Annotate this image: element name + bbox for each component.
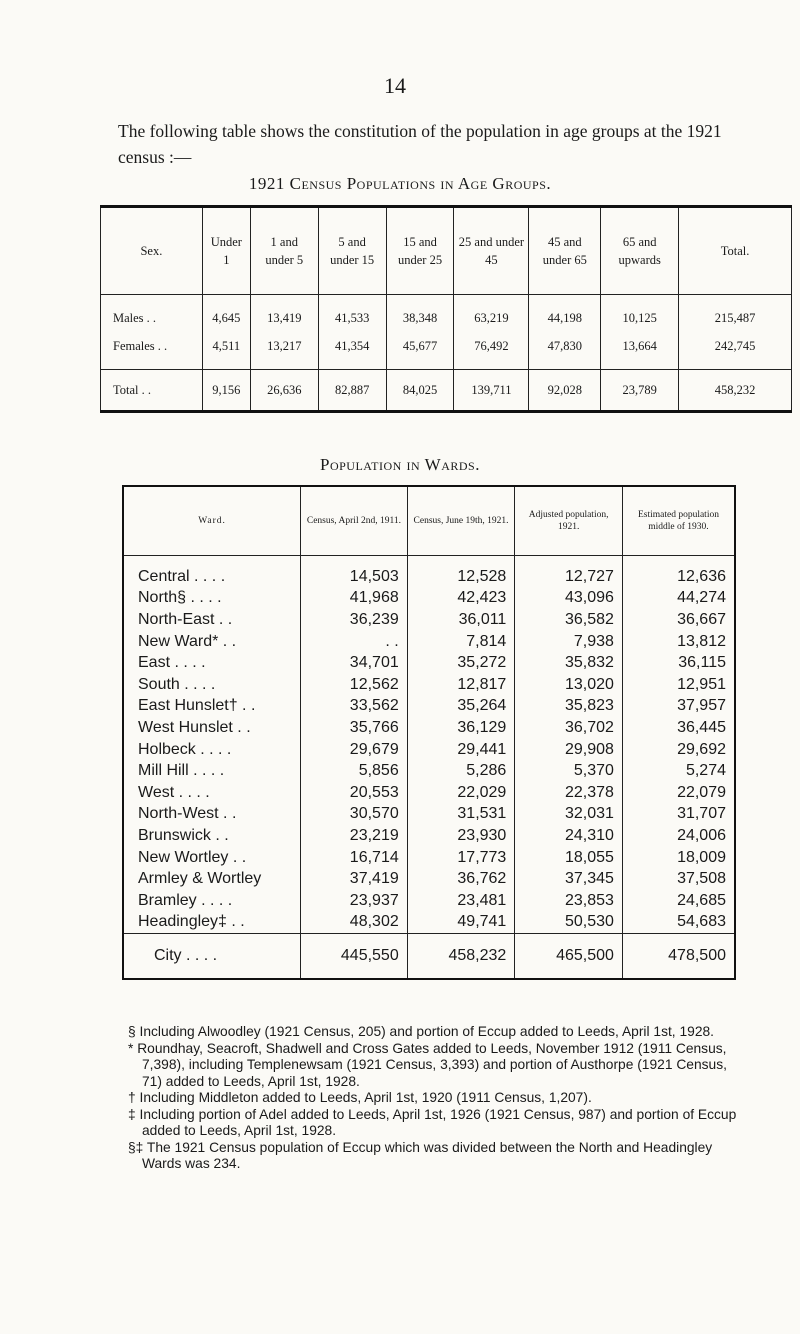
cell: 84,025 bbox=[386, 370, 454, 412]
cell: 23,930 bbox=[407, 825, 515, 847]
cell: 23,219 bbox=[301, 825, 408, 847]
cell: 13,812 bbox=[622, 631, 735, 653]
cell: 5,370 bbox=[515, 760, 623, 782]
ward-row bbox=[123, 631, 735, 653]
ward-row bbox=[123, 609, 735, 631]
ward-name: West Hunslet . . bbox=[123, 717, 301, 739]
page-number: 14 bbox=[384, 73, 406, 98]
cell: 36,011 bbox=[407, 609, 515, 631]
cell: 76,492 bbox=[454, 332, 529, 370]
cell: 12,562 bbox=[301, 674, 408, 696]
cell: 42,423 bbox=[407, 588, 515, 610]
cell: 36,115 bbox=[622, 652, 735, 674]
cell: 36,667 bbox=[622, 609, 735, 631]
cell: 31,531 bbox=[407, 804, 515, 826]
cell: 23,789 bbox=[601, 370, 679, 412]
cell: 18,055 bbox=[515, 847, 623, 869]
header-under-1: Under 1 bbox=[202, 207, 250, 295]
cell: 30,570 bbox=[301, 804, 408, 826]
footnotes bbox=[128, 1024, 748, 1173]
ward-population-table bbox=[122, 485, 736, 980]
cell: 13,020 bbox=[515, 674, 623, 696]
ward-name: Holbeck . . . . bbox=[123, 739, 301, 761]
cell: 24,006 bbox=[622, 825, 735, 847]
cell: 4,645 bbox=[202, 295, 250, 333]
ward-name: City . . . . bbox=[123, 934, 301, 980]
ward-row bbox=[123, 588, 735, 610]
cell: 12,951 bbox=[622, 674, 735, 696]
cell: 41,354 bbox=[318, 332, 386, 370]
age-table-title: 1921 Census Populations in Age Groups. bbox=[248, 174, 552, 193]
cell: 35,272 bbox=[407, 652, 515, 674]
cell: 41,533 bbox=[318, 295, 386, 333]
ward-row bbox=[123, 717, 735, 739]
cell: 20,553 bbox=[301, 782, 408, 804]
cell: 63,219 bbox=[454, 295, 529, 333]
header-total: Total. bbox=[679, 207, 792, 295]
cell: 29,692 bbox=[622, 739, 735, 761]
cell: 36,445 bbox=[622, 717, 735, 739]
cell: 36,702 bbox=[515, 717, 623, 739]
header-census-1921: Census, June 19th, 1921. bbox=[407, 486, 515, 556]
cell: 82,887 bbox=[318, 370, 386, 412]
row-label: Total . . bbox=[101, 370, 203, 412]
cell: 43,096 bbox=[515, 588, 623, 610]
age-table-header-row bbox=[101, 207, 792, 295]
cell: . . bbox=[301, 631, 408, 653]
header-45-to-65: 45 and under 65 bbox=[529, 207, 601, 295]
cell: 13,217 bbox=[250, 332, 318, 370]
cell: 31,707 bbox=[622, 804, 735, 826]
cell: 29,679 bbox=[301, 739, 408, 761]
cell: 36,239 bbox=[301, 609, 408, 631]
cell: 14,503 bbox=[301, 556, 408, 588]
cell: 10,125 bbox=[601, 295, 679, 333]
cell: 465,500 bbox=[515, 934, 623, 980]
cell: 35,766 bbox=[301, 717, 408, 739]
ward-row bbox=[123, 847, 735, 869]
ward-name: North-West . . bbox=[123, 804, 301, 826]
cell: 12,636 bbox=[622, 556, 735, 588]
header-15-to-25: 15 and under 25 bbox=[386, 207, 454, 295]
cell: 23,937 bbox=[301, 890, 408, 912]
header-adjusted-1921: Adjusted population, 1921. bbox=[515, 486, 623, 556]
cell: 41,968 bbox=[301, 588, 408, 610]
footnote: * Roundhay, Seacroft, Shadwell and Cross Gates added to Leeds, November 1912 (1911 Census, 7,398), including Templenewsam (1921 Census, 3,393) and portion of Austhorpe (1921 Census, 71) added to Leeds, April 1st, 1928. bbox=[128, 1040, 727, 1089]
ward-name: East Hunslet† . . bbox=[123, 696, 301, 718]
cell: 24,310 bbox=[515, 825, 623, 847]
footnote: ‡ Including portion of Adel added to Leeds, April 1st, 1926 (1921 Census, 987) and portion of Eccup added to Leeds, April 1st, 1928. bbox=[128, 1106, 737, 1138]
cell: 7,938 bbox=[515, 631, 623, 653]
cell: 37,419 bbox=[301, 868, 408, 890]
cell: 36,129 bbox=[407, 717, 515, 739]
cell: 92,028 bbox=[529, 370, 601, 412]
cell: 23,853 bbox=[515, 890, 623, 912]
cell: 35,832 bbox=[515, 652, 623, 674]
cell: 13,664 bbox=[601, 332, 679, 370]
age-row-females bbox=[101, 332, 792, 370]
cell: 29,908 bbox=[515, 739, 623, 761]
ward-row bbox=[123, 868, 735, 890]
cell: 445,550 bbox=[301, 934, 408, 980]
header-ward: Ward. bbox=[123, 486, 301, 556]
cell: 37,508 bbox=[622, 868, 735, 890]
cell: 38,348 bbox=[386, 295, 454, 333]
ward-name: Bramley . . . . bbox=[123, 890, 301, 912]
intro-text: The following table shows the constitution of the population in age groups at the 1921 census :— bbox=[118, 121, 722, 167]
ward-name: North§ . . . . bbox=[123, 588, 301, 610]
cell: 4,511 bbox=[202, 332, 250, 370]
cell: 5,274 bbox=[622, 760, 735, 782]
ward-row bbox=[123, 760, 735, 782]
ward-name: Mill Hill . . . . bbox=[123, 760, 301, 782]
cell: 215,487 bbox=[679, 295, 792, 333]
cell: 29,441 bbox=[407, 739, 515, 761]
ward-name: East . . . . bbox=[123, 652, 301, 674]
cell: 24,685 bbox=[622, 890, 735, 912]
footnote: §‡ The 1921 Census population of Eccup which was divided between the North and Headingley Wards was 234. bbox=[128, 1139, 713, 1171]
cell: 17,773 bbox=[407, 847, 515, 869]
cell: 478,500 bbox=[622, 934, 735, 980]
cell: 12,817 bbox=[407, 674, 515, 696]
cell: 22,378 bbox=[515, 782, 623, 804]
header-estimated-1930: Estimated population middle of 1930. bbox=[622, 486, 735, 556]
cell: 44,274 bbox=[622, 588, 735, 610]
ward-row bbox=[123, 782, 735, 804]
ward-name: West . . . . bbox=[123, 782, 301, 804]
ward-name: New Ward* . . bbox=[123, 631, 301, 653]
cell: 49,741 bbox=[407, 912, 515, 934]
cell: 458,232 bbox=[679, 370, 792, 412]
ward-name: South . . . . bbox=[123, 674, 301, 696]
ward-row bbox=[123, 696, 735, 718]
cell: 36,762 bbox=[407, 868, 515, 890]
cell: 22,079 bbox=[622, 782, 735, 804]
ward-name: Central . . . . bbox=[123, 556, 301, 588]
header-5-to-15: 5 and under 15 bbox=[318, 207, 386, 295]
ward-row bbox=[123, 739, 735, 761]
ward-name: Headingley‡ . . bbox=[123, 912, 301, 934]
ward-row bbox=[123, 674, 735, 696]
cell: 26,636 bbox=[250, 370, 318, 412]
header-1-to-5: 1 and under 5 bbox=[250, 207, 318, 295]
ward-row bbox=[123, 804, 735, 826]
ward-name: New Wortley . . bbox=[123, 847, 301, 869]
ward-row bbox=[123, 890, 735, 912]
cell: 36,582 bbox=[515, 609, 623, 631]
header-sex: Sex. bbox=[101, 207, 203, 295]
cell: 35,264 bbox=[407, 696, 515, 718]
cell: 242,745 bbox=[679, 332, 792, 370]
cell: 34,701 bbox=[301, 652, 408, 674]
age-row-total bbox=[101, 370, 792, 412]
cell: 22,029 bbox=[407, 782, 515, 804]
cell: 45,677 bbox=[386, 332, 454, 370]
row-label: Females . . bbox=[101, 332, 203, 370]
cell: 47,830 bbox=[529, 332, 601, 370]
footnote: † Including Middleton added to Leeds, April 1st, 1920 (1911 Census, 1,207). bbox=[128, 1090, 592, 1105]
ward-row-city-total bbox=[123, 934, 735, 980]
cell: 44,198 bbox=[529, 295, 601, 333]
cell: 33,562 bbox=[301, 696, 408, 718]
cell: 35,823 bbox=[515, 696, 623, 718]
header-census-1911: Census, April 2nd, 1911. bbox=[301, 486, 408, 556]
ward-name: North-East . . bbox=[123, 609, 301, 631]
ward-row bbox=[123, 556, 735, 588]
ward-table-title: Population in Wards. bbox=[320, 455, 480, 474]
cell: 5,286 bbox=[407, 760, 515, 782]
cell: 16,714 bbox=[301, 847, 408, 869]
cell: 23,481 bbox=[407, 890, 515, 912]
cell: 12,727 bbox=[515, 556, 623, 588]
header-65-upwards: 65 and upwards bbox=[601, 207, 679, 295]
ward-row bbox=[123, 912, 735, 934]
cell: 5,856 bbox=[301, 760, 408, 782]
cell: 9,156 bbox=[202, 370, 250, 412]
cell: 7,814 bbox=[407, 631, 515, 653]
cell: 18,009 bbox=[622, 847, 735, 869]
cell: 139,711 bbox=[454, 370, 529, 412]
cell: 13,419 bbox=[250, 295, 318, 333]
age-row-males bbox=[101, 295, 792, 333]
ward-table-header-row bbox=[123, 486, 735, 556]
footnote: § Including Alwoodley (1921 Census, 205) and portion of Eccup added to Leeds, April 1st, 1928. bbox=[128, 1024, 714, 1039]
cell: 458,232 bbox=[407, 934, 515, 980]
header-25-to-45: 25 and under 45 bbox=[454, 207, 529, 295]
row-label: Males . . bbox=[101, 295, 203, 333]
cell: 32,031 bbox=[515, 804, 623, 826]
age-groups-table bbox=[100, 205, 792, 413]
ward-row bbox=[123, 652, 735, 674]
cell: 37,957 bbox=[622, 696, 735, 718]
cell: 50,530 bbox=[515, 912, 623, 934]
ward-name: Armley & Wortley bbox=[123, 868, 301, 890]
cell: 12,528 bbox=[407, 556, 515, 588]
ward-row bbox=[123, 825, 735, 847]
cell: 48,302 bbox=[301, 912, 408, 934]
cell: 37,345 bbox=[515, 868, 623, 890]
ward-name: Brunswick . . bbox=[123, 825, 301, 847]
cell: 54,683 bbox=[622, 912, 735, 934]
